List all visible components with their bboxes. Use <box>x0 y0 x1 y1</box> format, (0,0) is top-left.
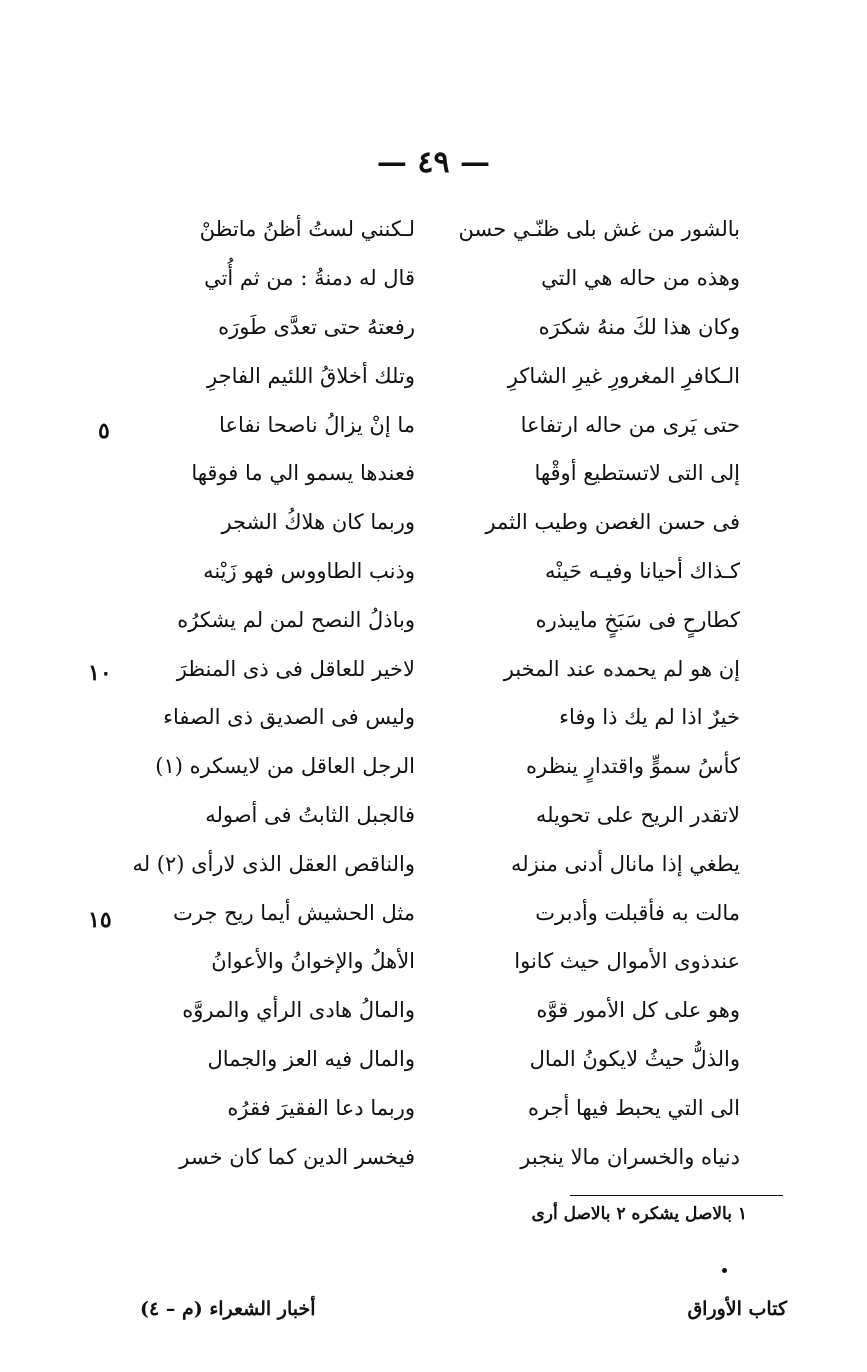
first-hemistich: ما إنْ يزالُ ناصحا نفاعا <box>219 412 415 437</box>
first-hemistich: وربما كان هلاكُ الشجر <box>221 510 415 535</box>
first-hemistich: الرجل العاقل من لايسكره (١) <box>155 754 415 779</box>
page-number: — ٤٩ — <box>376 145 491 180</box>
second-hemistich: إن هو لم يحمده عند المخبر <box>503 656 740 681</box>
second-hemistich: فى حسن الغصن وطيب الثمر <box>485 510 740 535</box>
second-hemistich: كـذاك أحيانا وفيـه حَينْه <box>545 558 740 583</box>
second-hemistich: عندذوى الأموال حيث كانوا <box>514 949 740 974</box>
footnote: ١ بالاصل يشكره ٢ بالاصل أرى <box>531 1204 747 1224</box>
verse-line <box>150 1132 740 1181</box>
second-hemistich: دنياه والخسران مالا ينجبر <box>520 1144 740 1169</box>
line-marker-5: ٥ <box>98 418 110 444</box>
first-hemistich: فيخسر الدين كما كان خسر <box>179 1144 415 1169</box>
second-hemistich: خيرٌ اذا لم يك ذا وفاء <box>559 705 740 730</box>
second-hemistich: وكان هذا لكَ منهُ شكرَه <box>538 314 740 339</box>
first-hemistich: وتلك أخلاقُ اللئيم الفاجرِ <box>207 363 415 388</box>
footnote-rule <box>570 1195 783 1196</box>
verse-line <box>150 595 740 644</box>
verse-line <box>150 1035 740 1084</box>
verse-line <box>150 449 740 498</box>
second-hemistich: كطارحٍ فى سَبَخٍ مايبذره <box>535 607 740 632</box>
first-hemistich: وباذلُ النصح لمن لم يشكرُه <box>177 607 415 632</box>
stray-dot <box>722 1268 727 1273</box>
verse-block <box>132 205 740 1181</box>
first-hemistich: والمال فيه العز والجمال <box>207 1046 415 1071</box>
verse-line <box>150 888 740 937</box>
verse-line <box>150 693 740 742</box>
second-hemistich: الى التي يحبط فيها أجره <box>527 1095 740 1120</box>
verse-line <box>150 547 740 596</box>
second-hemistich: حتى يَرى من حاله ارتفاعا <box>520 412 740 437</box>
first-hemistich: لـكنني لستُ أظنُ ماتظنْ <box>199 217 415 242</box>
first-hemistich: وليس فى الصديق ذى الصفاء <box>163 705 415 730</box>
verse-line <box>150 303 740 352</box>
second-hemistich: الـكافرِ المغرورِ غيرِ الشاكرِ <box>507 363 740 388</box>
second-hemistich: وهو على كل الأمور قوَّه <box>536 998 740 1023</box>
second-hemistich: إلى التى لاتستطيع أوقْها <box>534 461 740 486</box>
first-hemistich: فالجبل الثابتُ فى أصوله <box>205 802 415 827</box>
first-hemistich: فعندها يسمو الي ما فوقها <box>191 461 415 486</box>
second-hemistich: مالت به فأقبلت وأدبرت <box>535 900 740 925</box>
first-hemistich: لاخير للعاقل فى ذى المنظرَ <box>176 656 415 681</box>
first-hemistich: رفعتهُ حتى تعدَّى طَورَه <box>218 314 415 339</box>
verse-line <box>150 400 740 449</box>
verse-line <box>150 205 740 254</box>
first-hemistich: قال له دمنةُ : من ثم أُتي <box>204 266 415 291</box>
verse-line <box>132 839 740 888</box>
verse-line <box>150 791 740 840</box>
second-hemistich: يطغي إذا مانال أدنى منزله <box>511 851 740 876</box>
first-hemistich: الأهلُ والإخوانُ والأعوانُ <box>211 949 415 974</box>
line-marker-10: ١٠ <box>88 660 112 686</box>
verse-line <box>150 498 740 547</box>
line-marker-15: ١٥ <box>88 907 112 933</box>
first-hemistich: وربما دعا الفقيرَ فقرُه <box>227 1095 415 1120</box>
verse-line <box>150 1083 740 1132</box>
first-hemistich: مثل الحشيش أيما ريح جرت <box>173 900 415 925</box>
verse-line <box>150 937 740 986</box>
second-hemistich: والذلُّ حيثُ لايكونُ المال <box>529 1046 740 1071</box>
first-hemistich: والناقص العقل الذى لارأى (٢) له <box>132 851 415 876</box>
second-hemistich: كأسُ سموٍّ واقتدارٍ ينظره <box>526 754 740 779</box>
footer-book-title: كتاب الأوراق <box>687 1298 787 1320</box>
second-hemistich: وهذه من حاله هي التي <box>541 266 740 291</box>
first-hemistich: والمالُ هادى الرأي والمروَّه <box>182 998 415 1023</box>
footer-section-ref: أخبار الشعراء (م – ٤) <box>140 1298 316 1320</box>
second-hemistich: بالشور من غش بلى ظنّـي حسن <box>458 217 740 242</box>
first-hemistich: وذنب الطاووس فهو زَيْنه <box>203 558 415 583</box>
verse-line <box>150 986 740 1035</box>
verse-line <box>150 254 740 303</box>
verse-line <box>150 742 740 791</box>
verse-line <box>150 644 740 693</box>
second-hemistich: لاتقدر الريح على تحويله <box>535 802 740 827</box>
verse-line <box>150 351 740 400</box>
